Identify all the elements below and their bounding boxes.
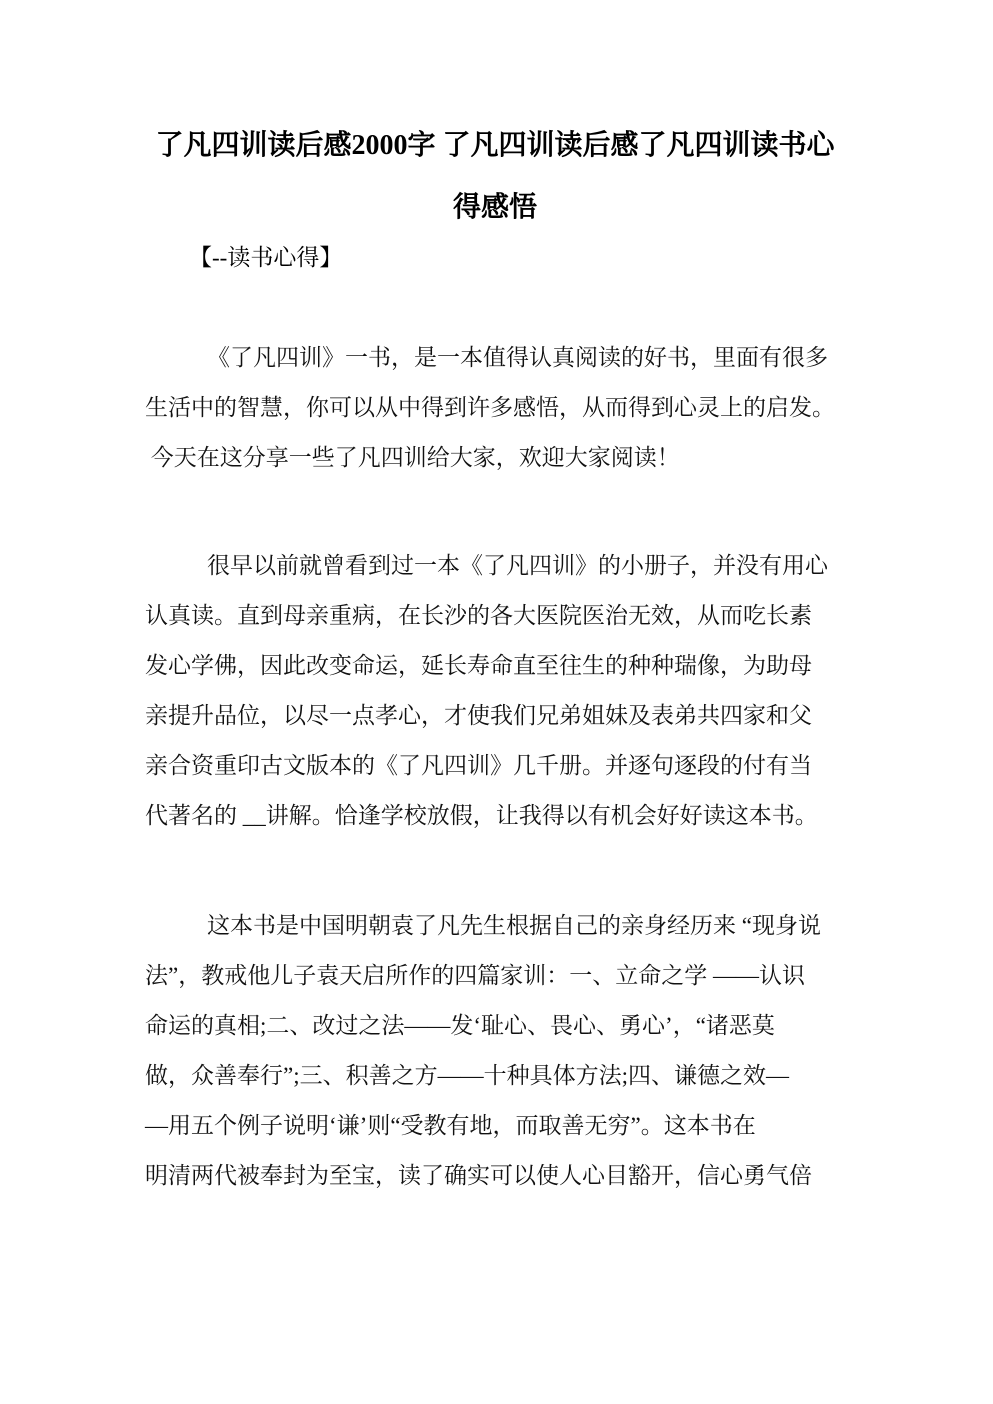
paragraph-book-summary: 这本书是中国明朝袁了凡先生根据自己的亲身经历来 “现身说 法”，教戒他儿子袁天启所作的四篇家训：一、立命之学 ——认识 命运的真相;二、改过之法——发‘耻心、畏心、勇心’，“诸恶莫 做，众善奉行”;三、积善之方——十种具体方法;四、谦德之效— —用五个例子说明‘谦’则“受教有地，而取善无穷”。这本书在 明清两代被奉封为至宝，读了确实可以使人心目豁开，信心勇气倍 [145,913,821,1188]
paragraph-personal-background: 很早以前就曾看到过一本《了凡四训》的小册子，并没有用心 认真读。直到母亲重病，在长沙的各大医院医治无效，从而吃长素 发心学佛，因此改变命运，延长寿命直至往生的种种瑞像，为助母 亲提升品位，以尽一点孝心，才使我们兄弟姐妹及表弟共四家和父 亲合资重印古文版本的《了凡四训》几千册。并逐句逐段的付有当 代著名的 __讲解。恰逢学校放假，让我得以有机会好好读这本书。 [145,553,828,828]
paragraph-intro: 《了凡四训》一书，是一本值得认真阅读的好书，里面有很多 生活中的智慧，你可以从中得到许多感悟，从而得到心灵上的启发。 今天在这分享一些了凡四训给大家，欢迎大家阅读！ [145,345,835,470]
category-tag: 【--读书心得】 [189,245,343,270]
document-title: 了凡四训读后感2000字 了凡四训读后感了凡四训读书心 得感悟 [155,130,835,223]
